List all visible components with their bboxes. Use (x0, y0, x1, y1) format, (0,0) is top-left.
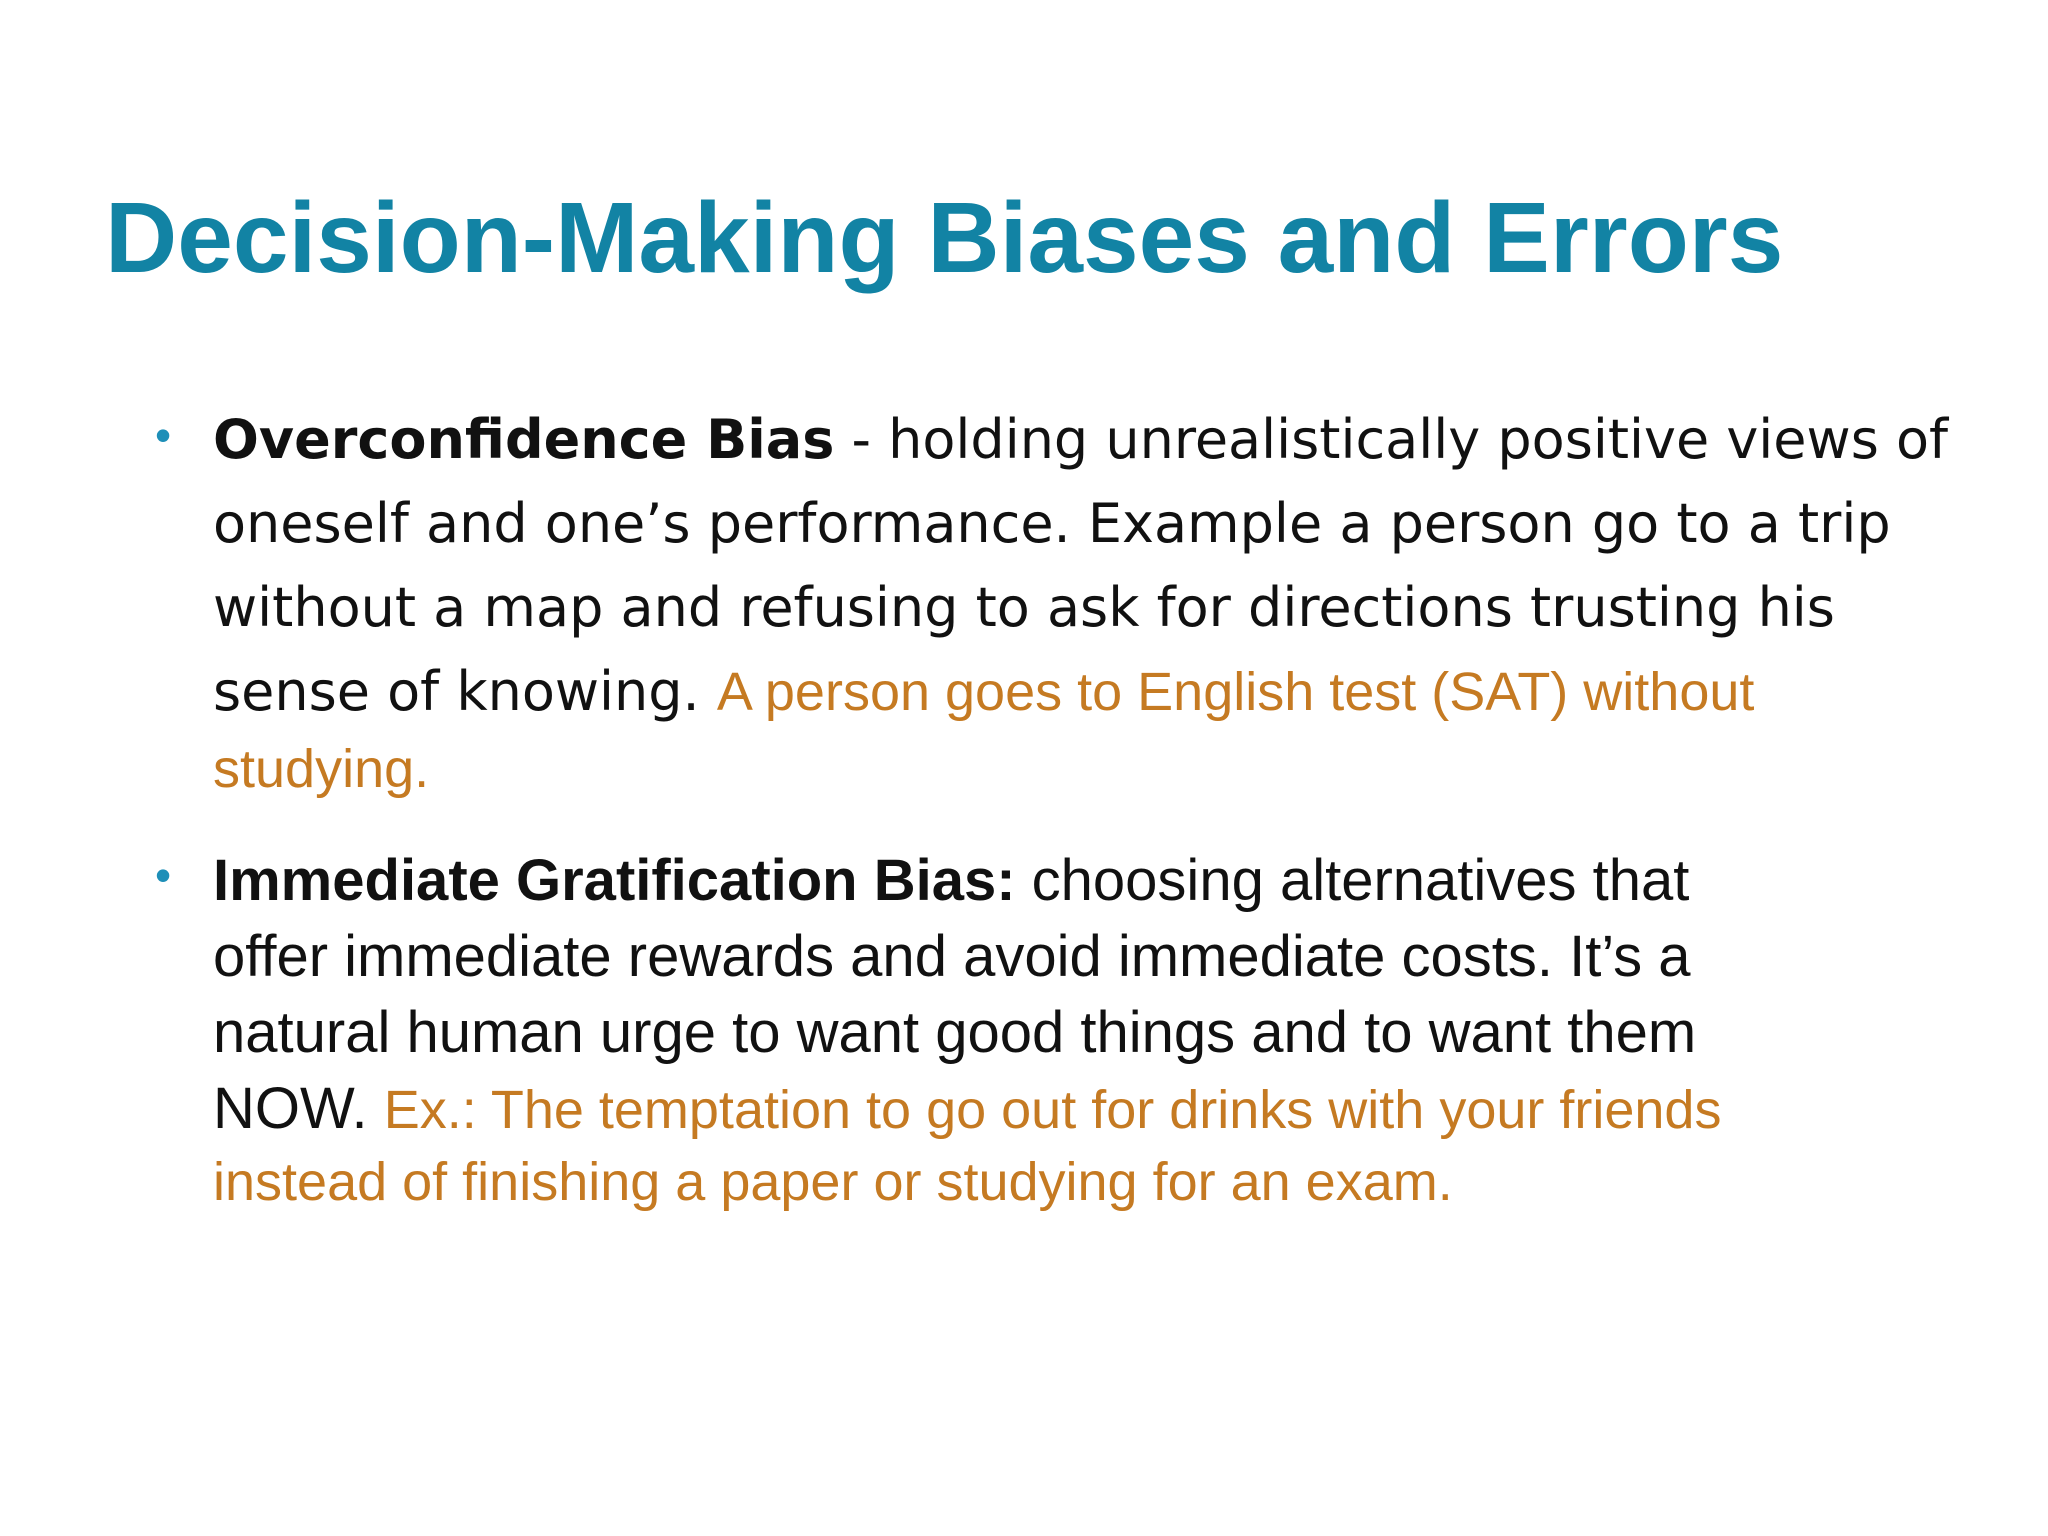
bullet-marker: • (155, 849, 172, 901)
bullet-term: Immediate Gratification Bias: (213, 848, 1016, 913)
slide-title: Decision-Making Biases and Errors (105, 182, 1784, 294)
bullet-marker: • (155, 409, 172, 461)
text-line: natural human urge to want good things and to want them (213, 1000, 1697, 1065)
text-line: without a map and refusing to ask for directions trusting his (213, 576, 1835, 639)
example-text: studying. (213, 739, 430, 799)
bullet-item-overconfidence (213, 398, 1983, 804)
text-line (213, 650, 1983, 734)
text-line (213, 843, 1983, 919)
example-text: instead of finishing a paper or studying for an exam. (213, 1152, 1453, 1212)
definition-text: NOW. (213, 1076, 384, 1141)
example-text: Ex.: The temptation to go out for drinks with your friends (383, 1080, 1722, 1140)
bullet-term: Overconfidence Bias (213, 408, 835, 471)
text-line: oneself and one’s performance. Example a person go to a trip (213, 492, 1891, 555)
bullet-item-immediate-gratification (213, 843, 1983, 1217)
text-line (213, 398, 1983, 482)
text-line: offer immediate rewards and avoid immediate costs. It’s a (213, 924, 1691, 989)
definition-text: choosing alternatives that (1015, 848, 1690, 913)
example-text: A person goes to English test (SAT) without (716, 662, 1755, 722)
definition-text: - holding unrealistically positive views of (834, 408, 1949, 471)
definition-text: sense of knowing. (213, 660, 717, 723)
text-line (213, 1071, 1983, 1147)
